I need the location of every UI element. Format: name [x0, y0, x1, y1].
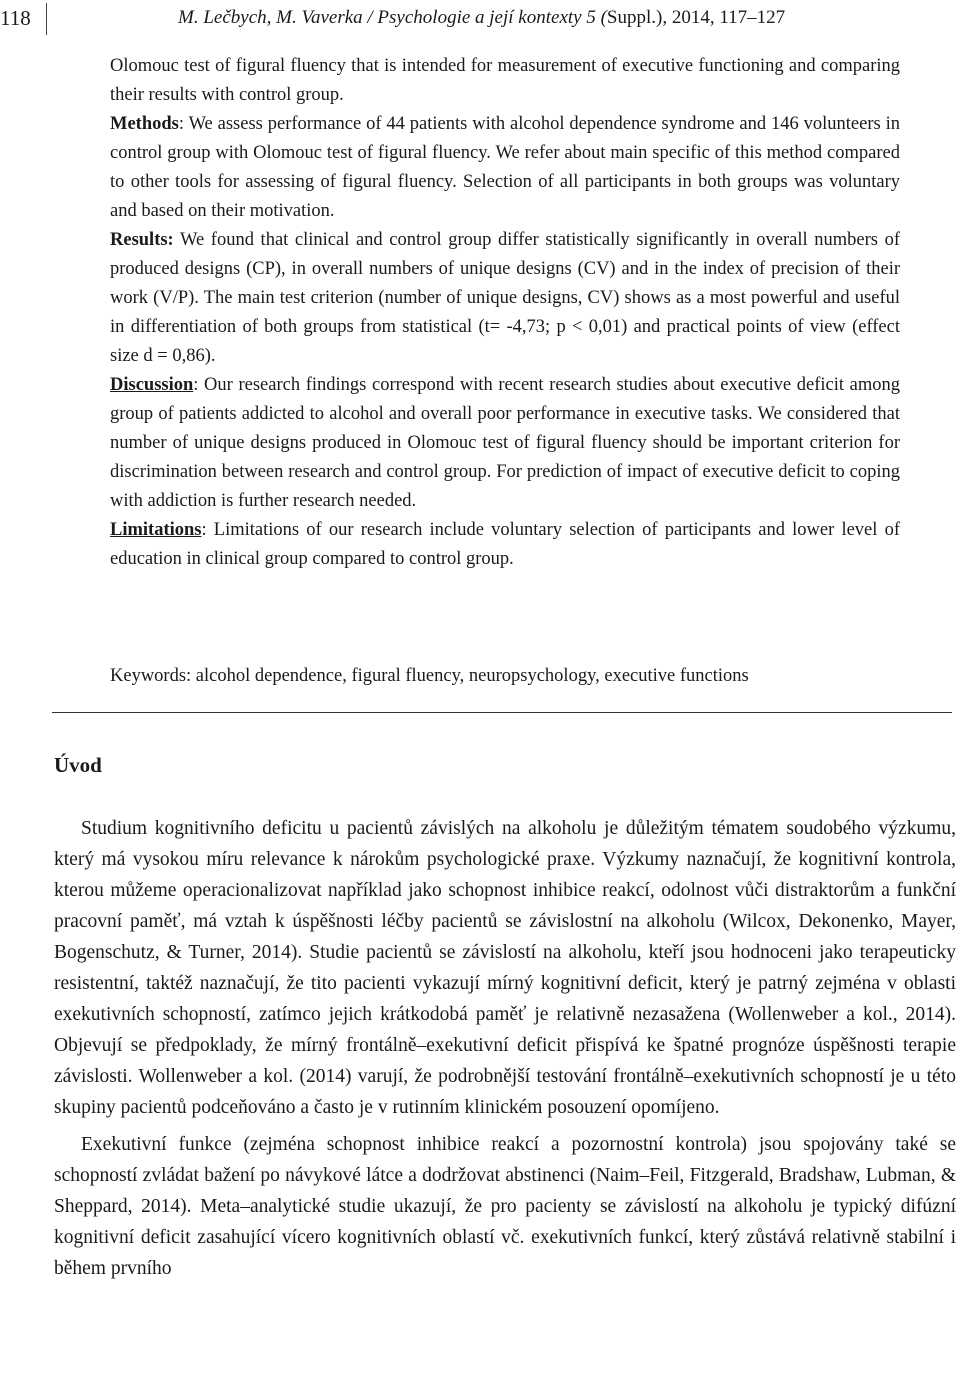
running-head — [178, 5, 785, 31]
abstract-intro: Olomouc test of figural fluency that is intended for measurement of executive functioning and comparing their results with control group. — [110, 56, 900, 105]
results-label: Results: — [110, 230, 174, 250]
running-head-issue: Suppl.), 2014, 117–127 — [606, 7, 786, 28]
abstract-discussion — [110, 371, 900, 516]
page-number: 118 — [0, 6, 31, 30]
limitations-text: : Limitations of our research include voluntary selection of participants and lower level of education in clinical group compared to control group. — [110, 520, 900, 569]
methods-text: : We assess performance of 44 patients with alcohol dependence syndrome and 146 volunteers in control group with Olomouc test of figural fluency. We refer about main specific of this method compared to other tools for assessing of figural fluency. Selection of all participants in both groups was voluntary and based on their motivation. — [110, 114, 900, 221]
running-head-authors-journal: M. Lečbych, M. Vaverka / Psychologie a její kontexty 5 ( — [178, 7, 607, 28]
methods-label: Methods — [110, 114, 179, 134]
discussion-label: Discussion — [110, 375, 194, 395]
body-text — [54, 813, 956, 1284]
header-divider — [46, 3, 47, 35]
results-text: We found that clinical and control group differ statistically significantly in overall numbers of produced designs (CP), in overall numbers of unique designs (CV) and in the index of precision of their work (V/P). The main test criterion (number of unique designs, CV) shows as a most powerful and useful in differentiation of both groups from statistical (t= -4,73; p < 0,01) and practical points of view (effect size d = 0,86). — [110, 230, 900, 366]
page-header — [0, 5, 960, 37]
abstract-results — [110, 226, 900, 371]
section-heading: Úvod — [54, 753, 102, 777]
body-paragraph: Exekutivní funkce (zejména schopnost inhibice reakcí a pozornostní kontrola) jsou spojovány také se schopností zvládat bažení po návykové látce a dodržovat abstinenci (Naim–Feil, Fitzgerald, Bradshaw, Lubman, & Sheppard, 2014). Meta–analytické studie ukazují, že pro pacienty se závislostí na alkoholu je typický difúzní kognitivní deficit zasahující vícero kognitivních oblastí vč. exekutivních funkcí, který zůstává relativně stabilní i během prvního — [54, 1134, 956, 1279]
abstract-methods — [110, 110, 900, 226]
abstract-limitations — [110, 516, 900, 574]
section-divider — [52, 712, 952, 713]
keywords: Keywords: alcohol dependence, figural fluency, neuropsychology, executive functions — [110, 666, 749, 686]
limitations-label: Limitations — [110, 520, 202, 540]
discussion-text: : Our research findings correspond with recent research studies about executive deficit among group of patients addicted to alcohol and overall poor performance in executive tasks. We considered that number of unique designs produced in Olomouc test of figural fluency should be important criterion for discrimination between research and control group. For prediction of impact of executive deficit to coping with addiction is further research needed. — [110, 375, 900, 511]
body-paragraph: Studium kognitivního deficitu u pacientů závislých na alkoholu je důležitým tématem soudobého výzkumu, který má vysokou míru relevance k nárokům psychologické praxe. Výzkumy naznačují, že kognitivní kontrola, kterou můžeme operacionalizovat například jako schopnost inhibice reakcí, odolnost vůči distraktorům a funkční pracovní paměť, má vztah k úspěšnosti léčby pacientů se závislostní na alkoholu (Wilcox, Dekonenko, Mayer, Bogenschutz, & Turner, 2014). Studie pacientů se závislostí na alkoholu, kteří jsou hodnoceni jako terapeuticky resistentní, taktéž naznačují, že tito pacienti vykazují mírný kognitivní deficit, který je patrný zejména v oblasti exekutivních schopností, zatímco jejich krátkodobá paměť je relativně nezasažena (Wollenweber a kol., 2014). Objevují se předpoklady, že mírný frontálně–exekutivní deficit přispívá ke špatné prognóze úspěšnosti terapie závislosti. Wollenweber a kol. (2014) varují, že podrobnější testování frontálně–exekutivních schopností je u této skupiny pacientů podceňováno a často je v rutinním klinickém posouzení opomíjeno. — [54, 818, 956, 1118]
abstract — [110, 52, 900, 574]
